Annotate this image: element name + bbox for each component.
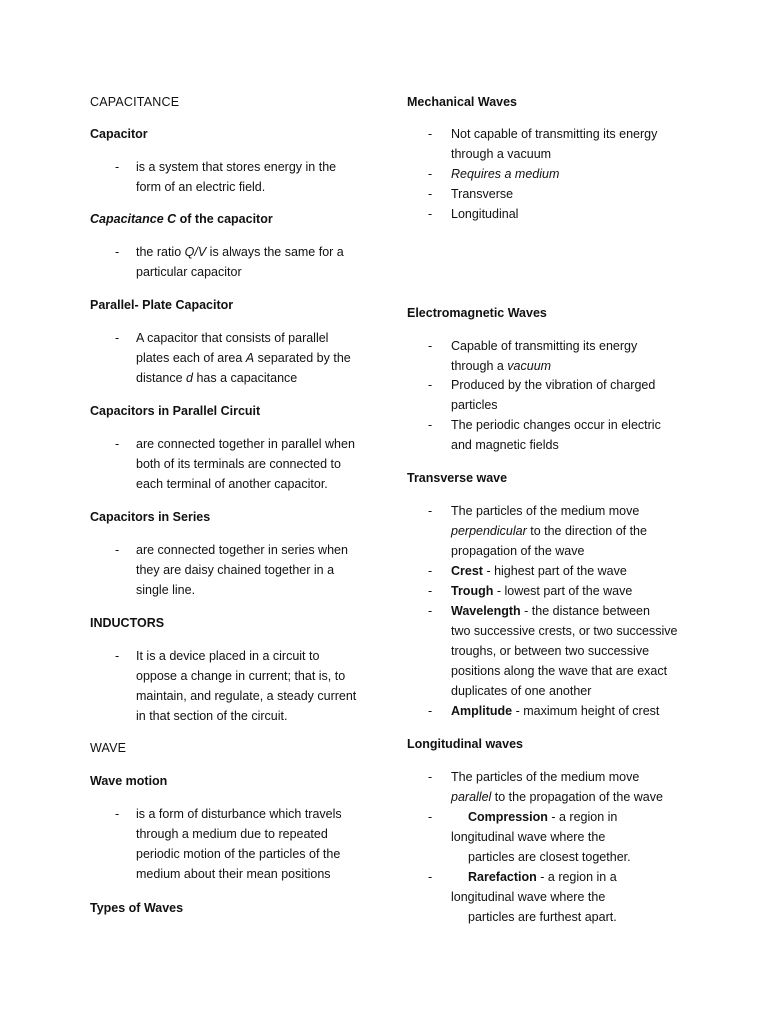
bullet-dash: - bbox=[428, 127, 433, 141]
bullet-dash: - bbox=[115, 245, 120, 259]
wave-motion-line: medium about their mean positions bbox=[136, 867, 331, 881]
bullet-dash: - bbox=[428, 187, 433, 201]
parallel-plate-line bbox=[136, 368, 297, 388]
text-run: - highest part of the wave bbox=[482, 564, 627, 578]
transverse-wave-heading: Transverse wave bbox=[407, 471, 508, 485]
mechanical-line: Longitudinal bbox=[451, 207, 519, 221]
term-bold: Trough bbox=[451, 584, 494, 598]
bullet-dash: - bbox=[428, 870, 433, 884]
inductors-line: in that section of the circuit. bbox=[136, 709, 288, 723]
series-line: single line. bbox=[136, 583, 196, 597]
parallel-circuit-line: are connected together in parallel when bbox=[136, 437, 355, 451]
compression-line bbox=[468, 807, 617, 827]
bullet-dash: - bbox=[115, 437, 120, 451]
text-run: - the distance between bbox=[520, 604, 650, 618]
term-bold: Wavelength bbox=[451, 604, 521, 618]
bullet-dash: - bbox=[115, 543, 120, 557]
text-run-italic: parallel bbox=[451, 790, 492, 804]
text-run: - maximum height of crest bbox=[512, 704, 660, 718]
term-bold: Rarefaction bbox=[468, 870, 537, 884]
text-run-italic: d bbox=[186, 371, 193, 385]
ratio-line bbox=[136, 242, 344, 262]
text-run: separated by the bbox=[254, 351, 351, 365]
transverse-line bbox=[451, 521, 647, 541]
text-run-italic: perpendicular bbox=[451, 524, 527, 538]
capacitor-definition-line: is a system that stores energy in the bbox=[136, 160, 337, 174]
parallel-plate-line bbox=[136, 348, 351, 368]
text-run: - a region in bbox=[547, 810, 618, 824]
text-run: distance bbox=[136, 371, 187, 385]
text-run-italic: vacuum bbox=[507, 359, 552, 373]
bullet-dash: - bbox=[115, 649, 120, 663]
em-line: particles bbox=[451, 398, 498, 412]
em-line: Produced by the vibration of charged bbox=[451, 378, 656, 392]
text-run: has a capacitance bbox=[192, 371, 298, 385]
text-run: - a region in a bbox=[536, 870, 617, 884]
crest-line bbox=[451, 561, 627, 581]
em-line: Capable of transmitting its energy bbox=[451, 339, 638, 353]
series-line: are connected together in series when bbox=[136, 543, 348, 557]
text-run: plates each of area bbox=[136, 351, 246, 365]
em-line: and magnetic fields bbox=[451, 438, 559, 452]
bullet-dash: - bbox=[428, 378, 433, 392]
parallel-circuit-line: both of its terminals are connected to bbox=[136, 457, 341, 471]
wave-motion-line: periodic motion of the particles of the bbox=[136, 847, 341, 861]
ratio-line: particular capacitor bbox=[136, 265, 242, 279]
inductors-line: maintain, and regulate, a steady current bbox=[136, 689, 357, 703]
wave-motion-line: through a medium due to repeated bbox=[136, 827, 328, 841]
capacitance-c-italic: Capacitance C bbox=[90, 212, 177, 226]
term-bold: Crest bbox=[451, 564, 483, 578]
transverse-line: The particles of the medium move bbox=[451, 504, 640, 518]
em-line bbox=[451, 356, 551, 376]
capacitance-c-rest: of the capacitor bbox=[176, 212, 273, 226]
bullet-dash: - bbox=[428, 207, 433, 221]
ratio-pre: the ratio bbox=[136, 245, 185, 259]
parallel-circuit-heading: Capacitors in Parallel Circuit bbox=[90, 404, 261, 418]
bullet-dash: - bbox=[115, 160, 120, 174]
mechanical-line: Requires a medium bbox=[451, 167, 560, 181]
mechanical-line: Not capable of transmitting its energy bbox=[451, 127, 658, 141]
compression-line: longitudinal wave where the bbox=[451, 830, 606, 844]
types-of-waves-heading: Types of Waves bbox=[90, 901, 184, 915]
bullet-dash: - bbox=[428, 704, 433, 718]
inductors-line: oppose a change in current; that is, to bbox=[136, 669, 346, 683]
text-run: to the direction of the bbox=[526, 524, 647, 538]
wave-motion-line: is a form of disturbance which travels bbox=[136, 807, 342, 821]
rarefaction-line bbox=[468, 867, 617, 887]
parallel-circuit-line: each terminal of another capacitor. bbox=[136, 477, 328, 491]
text-run: through a bbox=[451, 359, 508, 373]
parallel-plate-heading: Parallel- Plate Capacitor bbox=[90, 298, 234, 312]
bullet-dash: - bbox=[428, 584, 433, 598]
inductors-line: It is a device placed in a circuit to bbox=[136, 649, 320, 663]
wavelength-line: two successive crests, or two successive bbox=[451, 624, 678, 638]
bullet-dash: - bbox=[428, 167, 433, 181]
wave-heading: WAVE bbox=[90, 741, 127, 755]
term-bold: Compression bbox=[468, 810, 548, 824]
transverse-line: propagation of the wave bbox=[451, 544, 585, 558]
amplitude-line bbox=[451, 701, 659, 721]
bullet-dash: - bbox=[428, 604, 433, 618]
series-line: they are daisy chained together in a bbox=[136, 563, 335, 577]
capacitance-heading: CAPACITANCE bbox=[90, 95, 180, 109]
compression-line: particles are closest together. bbox=[468, 850, 631, 864]
capacitor-definition-line: form of an electric field. bbox=[136, 180, 266, 194]
text-run: to the propagation of the wave bbox=[491, 790, 663, 804]
bullet-dash: - bbox=[428, 564, 433, 578]
trough-line bbox=[451, 581, 632, 601]
capacitor-heading: Capacitor bbox=[90, 127, 148, 141]
wavelength-line: troughs, or between two successive bbox=[451, 644, 650, 658]
longitudinal-line bbox=[451, 787, 663, 807]
capacitance-c-heading bbox=[90, 209, 273, 229]
term-bold: Amplitude bbox=[451, 704, 513, 718]
parallel-plate-line: A capacitor that consists of parallel bbox=[136, 331, 329, 345]
wave-motion-heading: Wave motion bbox=[90, 774, 168, 788]
bullet-dash: - bbox=[428, 770, 433, 784]
text-run: - lowest part of the wave bbox=[493, 584, 633, 598]
bullet-dash: - bbox=[428, 504, 433, 518]
inductors-heading: INDUCTORS bbox=[90, 616, 165, 630]
bullet-dash: - bbox=[428, 810, 433, 824]
bullet-dash: - bbox=[428, 418, 433, 432]
ratio-post: is always the same for a bbox=[206, 245, 344, 259]
mechanical-line: through a vacuum bbox=[451, 147, 552, 161]
bullet-dash: - bbox=[428, 339, 433, 353]
longitudinal-waves-heading: Longitudinal waves bbox=[407, 737, 523, 751]
em-waves-heading: Electromagnetic Waves bbox=[407, 306, 547, 320]
bullet-dash: - bbox=[115, 807, 120, 821]
text-run-italic: A bbox=[245, 351, 255, 365]
wavelength-line: duplicates of one another bbox=[451, 684, 592, 698]
mechanical-line: Transverse bbox=[451, 187, 514, 201]
mechanical-waves-heading: Mechanical Waves bbox=[407, 95, 518, 109]
bullet-dash: - bbox=[115, 331, 120, 345]
em-line: The periodic changes occur in electric bbox=[451, 418, 661, 432]
longitudinal-line: The particles of the medium move bbox=[451, 770, 640, 784]
rarefaction-line: longitudinal wave where the bbox=[451, 890, 606, 904]
series-heading: Capacitors in Series bbox=[90, 510, 211, 524]
rarefaction-line: particles are furthest apart. bbox=[468, 910, 617, 924]
wavelength-line bbox=[451, 601, 650, 621]
wavelength-line: positions along the wave that are exact bbox=[451, 664, 668, 678]
ratio-italic: Q/V bbox=[184, 245, 207, 259]
